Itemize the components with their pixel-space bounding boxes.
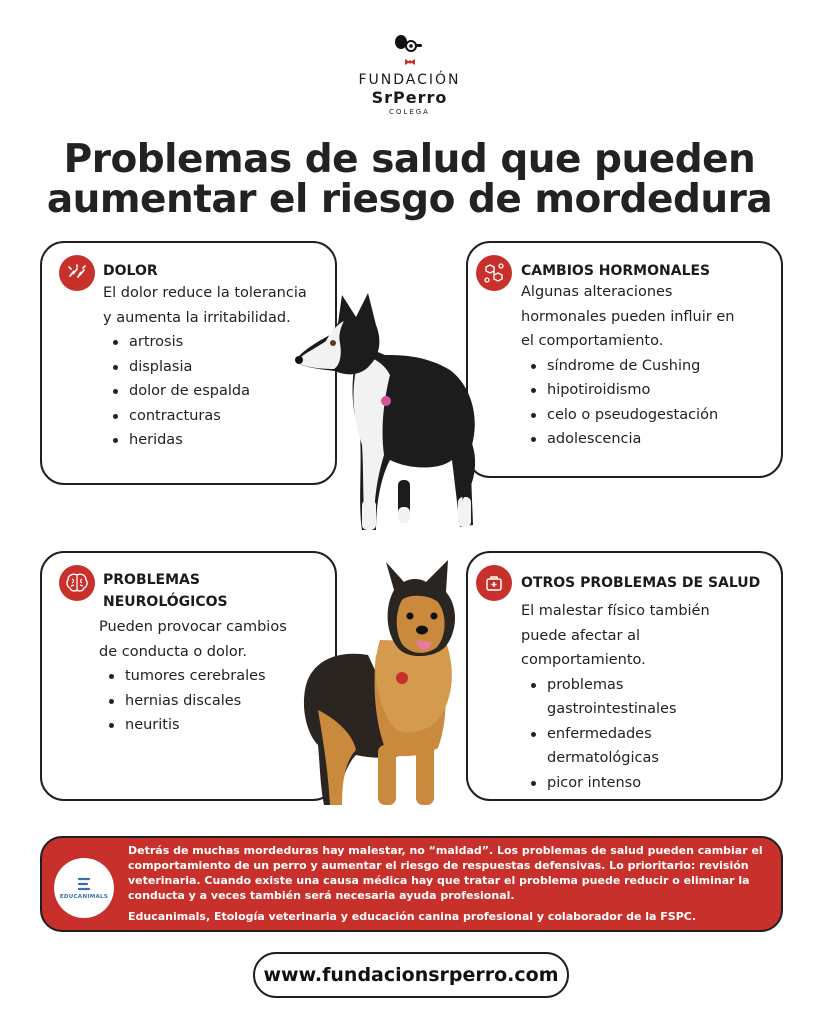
educanimals-logo-text: EDUCANIMALS	[59, 894, 109, 900]
shepherd-dog-illustration	[298, 560, 468, 815]
banner-credit: Educanimals, Etología veterinaria y educación canina profesional y colaborador de la FSPC.	[128, 910, 697, 923]
pain-icon	[59, 255, 95, 291]
card-neurological-description-line: de conducta o dolor.	[99, 643, 248, 660]
website-link[interactable]: www.fundacionsrperro.com	[253, 952, 569, 998]
banner-text: Detrás de muchas mordeduras hay malestar, no “maldad”. Los problemas de salud pueden cambiar el comportamiento de un perro y aumentar el riesgo de respuestas defensivas. Lo prioritario: revisión veterinaria. Cuando existe una causa médica hay que tratar el problema puede reducir o eliminar la conducta y a veces también será necesaria ayuda profesional.	[128, 844, 763, 902]
card-hormonal-description-line: Algunas alteraciones	[521, 284, 673, 300]
card-hormonal-description-line: hormonales pueden influir en	[521, 308, 735, 325]
card-pain-title: DOLOR	[103, 263, 158, 279]
conclusion-banner	[40, 836, 783, 932]
list-item: adolescencia	[521, 427, 734, 452]
title-line-1: Problemas de salud que pueden	[63, 137, 756, 182]
border-collie-illustration	[290, 285, 480, 540]
list-item: artrosis	[103, 330, 307, 355]
list-item-line: picor intenso	[547, 774, 642, 791]
card-neurological-title	[103, 569, 228, 613]
card-other-description-line: El malestar físico también	[521, 603, 710, 619]
card-neurological-list	[99, 664, 287, 738]
molecule-icon	[476, 255, 512, 291]
card-hormonal-body	[521, 280, 734, 452]
logo-line-1: FUNDACIÓN	[358, 72, 461, 88]
card-hormonal-description-line: el comportamiento.	[521, 333, 664, 349]
title-line-2: aumentar el riesgo de mordedura	[46, 177, 773, 222]
page-title	[0, 137, 819, 222]
card-pain-list	[103, 330, 307, 453]
list-item: heridas	[103, 428, 307, 453]
card-pain-body	[103, 281, 307, 453]
list-item: tumores cerebrales	[99, 664, 287, 689]
card-neurological-title-line: PROBLEMAS	[103, 572, 200, 588]
list-item: síndrome de Cushing	[521, 354, 734, 379]
list-item	[521, 771, 710, 796]
list-item	[521, 673, 710, 722]
card-neurological-description-line: Pueden provocar cambios	[99, 619, 287, 635]
list-item-line: enfermedades	[547, 725, 652, 742]
card-neurological-body	[99, 615, 287, 738]
card-other-title: OTROS PROBLEMAS DE SALUD	[521, 575, 761, 591]
list-item: hernias discales	[99, 689, 287, 714]
first-aid-icon	[476, 565, 512, 601]
card-other-list	[521, 673, 710, 796]
card-other-description-line: comportamiento.	[521, 652, 646, 668]
educanimals-logo-icon	[76, 876, 92, 892]
educanimals-logo	[54, 858, 114, 918]
list-item-line: dermatológicas	[547, 750, 659, 766]
card-hormonal	[466, 241, 783, 478]
list-item	[521, 722, 710, 771]
list-item: dolor de espalda	[103, 379, 307, 404]
list-item: displasia	[103, 355, 307, 380]
card-pain-description-line: El dolor reduce la tolerancia	[103, 285, 307, 301]
card-hormonal-title: CAMBIOS HORMONALES	[521, 263, 711, 279]
card-hormonal-list	[521, 354, 734, 452]
dog-face-logo-icon	[390, 30, 430, 70]
list-item: contracturas	[103, 404, 307, 429]
logo-line-2: SrPerro	[371, 88, 448, 107]
list-item: celo o pseudogestación	[521, 403, 734, 428]
list-item: hipotiroidismo	[521, 378, 734, 403]
card-neurological-title-line: NEUROLÓGICOS	[103, 594, 228, 610]
card-other-description-line: puede afectar al	[521, 627, 640, 644]
brain-icon	[59, 565, 95, 601]
list-item-line: gastrointestinales	[547, 701, 677, 717]
card-other-health	[466, 551, 783, 801]
logo-line-3: COLEGA	[389, 108, 430, 116]
foundation-logo	[0, 30, 819, 116]
card-neurological	[40, 551, 337, 801]
card-pain-description-line: y aumenta la irritabilidad.	[103, 309, 291, 326]
list-item: neuritis	[99, 713, 287, 738]
list-item-line: problemas	[547, 676, 624, 693]
card-other-body	[521, 599, 710, 795]
